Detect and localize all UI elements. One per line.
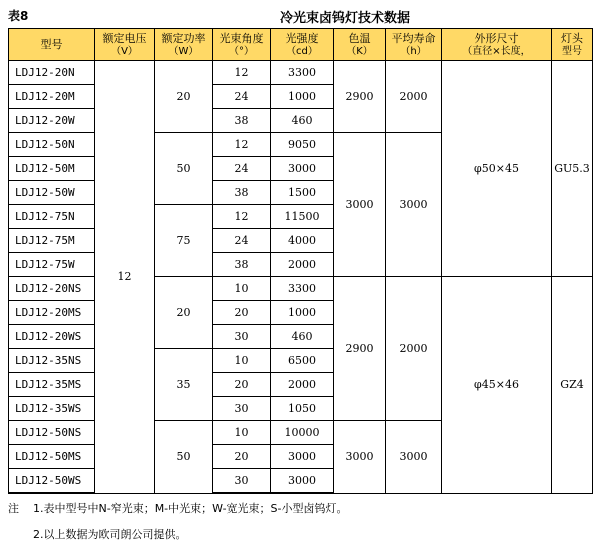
note-1: 1.表中型号中N-窄光束；M-中光束；W-宽光束；S-小型卤钨灯。 [33,502,348,515]
angle-cell: 30 [213,325,271,349]
life-cell: 2000 [386,61,442,133]
base-cell: GZ4 [552,277,593,494]
angle-cell: 10 [213,421,271,445]
intensity-cell: 9050 [271,133,334,157]
angle-cell: 12 [213,133,271,157]
angle-cell: 30 [213,397,271,421]
intensity-cell: 11500 [271,205,334,229]
intensity-cell: 1500 [271,181,334,205]
angle-cell: 30 [213,469,271,494]
header-life: 平均寿命 （h） [386,29,442,61]
power-cell: 20 [155,61,213,133]
power-cell: 20 [155,277,213,349]
intensity-cell: 4000 [271,229,334,253]
note-2: 2.以上数据为欧司朗公司提供。 [33,528,187,541]
notes-lead: 注 [8,502,19,515]
life-cell: 3000 [386,133,442,277]
header-row [9,29,593,61]
intensity-cell: 460 [271,109,334,133]
model-cell: LDJ12-75N [9,205,95,229]
intensity-cell: 3300 [271,61,334,85]
header-base: 灯头 型号 [552,29,593,61]
model-cell: LDJ12-50MS [9,445,95,469]
angle-cell: 38 [213,181,271,205]
angle-cell: 12 [213,205,271,229]
model-cell: LDJ12-20W [9,109,95,133]
color-temp-cell: 3000 [334,133,386,277]
angle-cell: 20 [213,301,271,325]
power-cell: 35 [155,349,213,421]
model-cell: LDJ12-35WS [9,397,95,421]
header-dimensions: 外形尺寸 （直径×长度， [442,29,552,61]
model-cell: LDJ12-20N [9,61,95,85]
model-cell: LDJ12-35NS [9,349,95,373]
angle-cell: 10 [213,349,271,373]
model-cell: LDJ12-35MS [9,373,95,397]
model-cell: LDJ12-50W [9,181,95,205]
dimensions-cell: φ45×46 [442,277,552,494]
angle-cell: 38 [213,109,271,133]
angle-cell: 38 [213,253,271,277]
intensity-cell: 2000 [271,253,334,277]
intensity-cell: 3000 [271,469,334,494]
header-beam-angle: 光束角度 （°） [213,29,271,61]
table-body [9,61,593,494]
intensity-cell: 6500 [271,349,334,373]
life-cell: 3000 [386,421,442,494]
intensity-cell: 3300 [271,277,334,301]
intensity-cell: 460 [271,325,334,349]
header-color-temp: 色温 （K） [334,29,386,61]
intensity-cell: 1050 [271,397,334,421]
color-temp-cell: 3000 [334,421,386,494]
model-cell: LDJ12-50N [9,133,95,157]
model-cell: LDJ12-20NS [9,277,95,301]
dimensions-cell: φ50×45 [442,61,552,277]
header-power: 额定功率 （W） [155,29,213,61]
angle-cell: 24 [213,157,271,181]
model-cell: LDJ12-20M [9,85,95,109]
angle-cell: 10 [213,277,271,301]
table-row [9,61,593,85]
angle-cell: 20 [213,445,271,469]
model-cell: LDJ12-75M [9,229,95,253]
model-cell: LDJ12-50NS [9,421,95,445]
intensity-cell: 1000 [271,85,334,109]
model-cell: LDJ12-75W [9,253,95,277]
voltage-cell: 12 [95,61,155,494]
intensity-cell: 3000 [271,445,334,469]
intensity-cell: 1000 [271,301,334,325]
model-cell: LDJ12-20WS [9,325,95,349]
header-voltage: 额定电压 （V） [95,29,155,61]
base-cell: GU5.3 [552,61,593,277]
power-cell: 50 [155,133,213,205]
intensity-cell: 3000 [271,157,334,181]
angle-cell: 24 [213,85,271,109]
power-cell: 75 [155,205,213,277]
table-title: 冷光束卤钨灯技术数据 [279,11,410,26]
model-cell: LDJ12-50M [9,157,95,181]
life-cell: 2000 [386,277,442,421]
model-cell: LDJ12-50WS [9,469,95,494]
table-number: 表8 [8,9,29,23]
power-cell: 50 [155,421,213,494]
table-caption [8,7,592,27]
intensity-cell: 10000 [271,421,334,445]
color-temp-cell: 2900 [334,61,386,133]
header-model: 型号 [9,29,95,61]
angle-cell: 20 [213,373,271,397]
model-cell: LDJ12-20MS [9,301,95,325]
angle-cell: 24 [213,229,271,253]
angle-cell: 12 [213,61,271,85]
intensity-cell: 2000 [271,373,334,397]
header-intensity: 光强度 （cd） [271,29,334,61]
color-temp-cell: 2900 [334,277,386,421]
spec-table [8,28,593,494]
